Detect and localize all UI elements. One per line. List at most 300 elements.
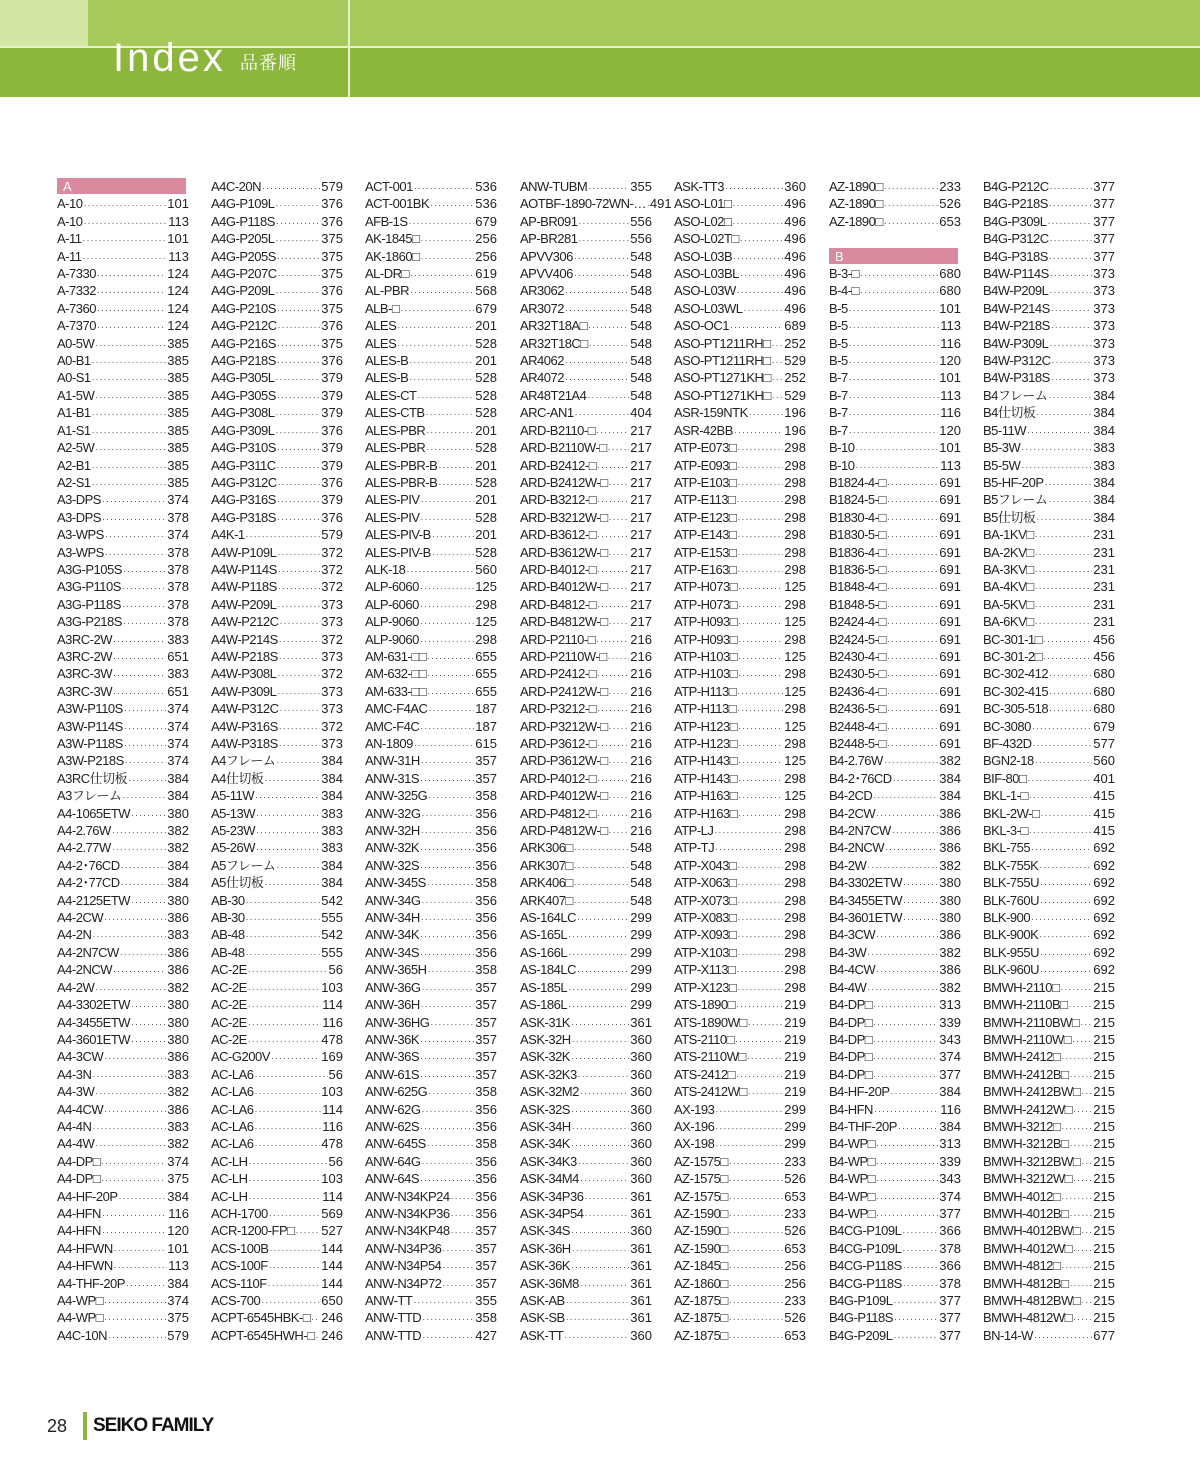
leader-dots [887, 633, 938, 650]
product-code: BIF-80□ [983, 770, 1027, 786]
leader-dots [849, 319, 940, 336]
leader-dots [893, 772, 939, 789]
index-entry [983, 1292, 1115, 1309]
leader-dots [566, 1294, 630, 1311]
product-code: ALES-PBR-B [365, 474, 438, 490]
leader-dots [1035, 598, 1093, 615]
leader-dots [422, 894, 475, 911]
page-ref: 377 [1093, 231, 1115, 247]
product-code: ANW-TTD [365, 1327, 422, 1343]
page-ref: 375 [167, 1310, 189, 1326]
page-ref: 298 [784, 457, 806, 473]
leader-dots [1027, 424, 1092, 441]
index-entry [365, 1309, 497, 1326]
page-ref: 526 [784, 1223, 806, 1239]
leader-dots [101, 1155, 166, 1172]
product-code: ASO-OC1 [674, 318, 730, 334]
index-entry [983, 300, 1115, 317]
page-ref: 536 [475, 179, 497, 194]
index-entry [520, 526, 652, 543]
leader-dots [102, 493, 166, 510]
page-ref: 219 [784, 1031, 806, 1047]
page-ref: 196 [784, 422, 806, 438]
page-ref: 357 [475, 1223, 497, 1239]
index-entry [211, 1205, 343, 1222]
leader-dots [608, 650, 630, 667]
product-code: ANW-36HG [365, 1014, 430, 1030]
product-code: ALES-PIV [365, 509, 420, 525]
page-ref: 653 [939, 213, 961, 229]
index-entry [829, 178, 961, 195]
page-ref: 355 [475, 1293, 497, 1308]
product-code: A4G-P316S [211, 492, 276, 508]
product-code: ANW-34G [365, 892, 421, 908]
index-entry [365, 1135, 497, 1152]
leader-dots [97, 284, 166, 301]
page-ref: 374 [167, 1153, 189, 1169]
product-code: ASO-L02T□ [674, 231, 739, 247]
product-code: ALES-PIV [365, 492, 420, 508]
product-code: B4W-P214S [983, 300, 1050, 316]
product-code: B4G-P209L [829, 1327, 893, 1343]
page-ref: 556 [630, 213, 652, 229]
product-code: A4G-P318S [211, 509, 276, 525]
product-code: ALB-□ [365, 300, 400, 316]
page-ref: 383 [321, 823, 343, 839]
index-entry [983, 1170, 1115, 1187]
page-ref: 361 [630, 1205, 652, 1221]
index-entry [520, 578, 652, 595]
page-ref: 298 [784, 666, 806, 682]
index-entry [365, 996, 497, 1013]
index-entry [211, 631, 343, 648]
page-ref: 577 [1093, 736, 1115, 751]
leader-dots [422, 1329, 474, 1346]
index-entry [57, 979, 189, 996]
product-code: A4-HFWN [57, 1240, 113, 1256]
page-ref: 579 [321, 527, 343, 543]
product-code: ARD-B2110W-□ [520, 440, 607, 456]
leader-dots [574, 250, 629, 267]
leader-dots [131, 807, 166, 824]
index-entry [983, 596, 1115, 613]
leader-dots [420, 841, 474, 858]
leader-dots [278, 319, 321, 336]
index-entry [365, 195, 497, 212]
product-code: A0-S1 [57, 370, 91, 386]
index-entry [829, 752, 961, 769]
page-ref: 677 [1093, 1327, 1115, 1343]
index-entry [211, 335, 343, 352]
product-code: A4-4CW [57, 1101, 104, 1117]
product-code: B2436-4-□ [829, 683, 886, 699]
leader-dots [1049, 197, 1092, 214]
product-code: B5-3W [983, 440, 1021, 456]
leader-dots [574, 876, 630, 893]
index-entry [674, 578, 806, 595]
page-ref: 385 [167, 387, 189, 403]
index-entry [520, 544, 652, 561]
product-code: B4W-P309L [983, 335, 1049, 351]
index-entry [57, 1048, 189, 1065]
page-ref: 372 [321, 631, 343, 647]
page-ref: 379 [321, 405, 343, 421]
product-code: BA-1KV□ [983, 527, 1034, 543]
page-ref: 691 [939, 544, 961, 560]
product-code: ALES-PIV-B [365, 527, 431, 543]
index-entry [674, 526, 806, 543]
page-ref: 379 [321, 457, 343, 473]
product-code: ANW-34K [365, 927, 420, 943]
product-code: ARD-P2110W-□ [520, 648, 607, 664]
index-entry [57, 752, 189, 769]
page-ref: 360 [630, 1171, 652, 1187]
leader-dots [1033, 737, 1093, 754]
index-entry [829, 1066, 961, 1083]
product-code: BLK-755K [983, 857, 1039, 873]
index-entry [829, 491, 961, 508]
product-code: A3G-P105S [57, 561, 122, 577]
product-code: A4-3302ETW [57, 997, 131, 1013]
page-ref: 579 [167, 1327, 189, 1343]
leader-dots [1049, 667, 1092, 684]
index-entry [829, 631, 961, 648]
index-entry [983, 752, 1115, 769]
leader-dots [126, 1277, 166, 1294]
index-entry [520, 1309, 652, 1326]
index-entry [520, 335, 652, 352]
leader-dots [737, 685, 783, 702]
page-ref: 339 [939, 1153, 961, 1169]
leader-dots [277, 546, 320, 563]
index-entry [365, 596, 497, 613]
product-code: ASK-32M2 [520, 1084, 579, 1100]
index-entry [520, 265, 652, 282]
product-code: B4-2N7CW [829, 823, 891, 839]
leader-dots [421, 754, 475, 771]
page-ref: 382 [939, 944, 961, 960]
leader-dots [113, 633, 166, 650]
product-code: ANW-32G [365, 805, 421, 821]
page-ref: 215 [1093, 1118, 1115, 1134]
product-code: ASO-L02□ [674, 213, 732, 229]
index-entry [829, 213, 961, 230]
page-ref: 356 [475, 892, 497, 908]
page-ref: 298 [784, 701, 806, 717]
product-code: AS-165L [520, 927, 568, 943]
page-ref: 376 [321, 474, 343, 490]
index-entry [57, 282, 189, 299]
page-ref: 113 [168, 248, 189, 264]
product-code: A1-5W [57, 387, 95, 403]
index-entry [983, 700, 1115, 717]
page-ref: 216 [630, 753, 652, 769]
leader-dots [1051, 319, 1093, 336]
page-ref: 384 [1093, 509, 1115, 525]
leader-dots [97, 319, 166, 336]
product-code: A4-3W [57, 1084, 95, 1100]
product-code: ATP-H103□ [674, 648, 738, 664]
page-ref: 378 [167, 596, 189, 612]
product-code: A4-4N [57, 1118, 92, 1134]
leader-dots [849, 337, 940, 354]
page-ref: 385 [167, 405, 189, 421]
leader-dots [574, 267, 629, 284]
index-entry [983, 1135, 1115, 1152]
page-ref: 125 [784, 753, 806, 769]
page-ref: 373 [321, 596, 343, 612]
leader-dots [432, 546, 474, 563]
page-ref: 298 [784, 979, 806, 995]
index-entry [57, 248, 189, 265]
product-code: AZ-1590□ [674, 1205, 728, 1221]
page-ref: 376 [321, 318, 343, 334]
page-ref: 692 [1093, 875, 1115, 891]
index-entry [983, 648, 1115, 665]
index-entry [674, 369, 806, 386]
leader-dots [277, 441, 320, 458]
leader-dots [279, 633, 321, 650]
product-code: ARD-B2110-□ [520, 422, 596, 438]
product-code: ACT-001BK [365, 196, 430, 212]
leader-dots [1040, 894, 1092, 911]
index-entry [983, 1153, 1115, 1170]
product-code: ATP-H073□ [674, 596, 738, 612]
page-ref: 415 [1093, 823, 1115, 839]
index-entry [674, 282, 806, 299]
page-ref: 356 [475, 840, 497, 856]
leader-dots [278, 267, 321, 284]
page-ref: 219 [784, 1014, 806, 1030]
page-ref: 298 [475, 596, 497, 612]
product-code: AR32T18C□ [520, 335, 588, 351]
page-ref: 219 [784, 1049, 806, 1065]
index-entry [211, 1188, 343, 1205]
page-ref: 384 [167, 788, 189, 804]
page-ref: 361 [630, 1293, 652, 1308]
leader-dots [738, 598, 783, 615]
product-code: BMWH-4812W□ [983, 1310, 1073, 1326]
index-entry [57, 1222, 189, 1239]
product-code: AC-G200V [211, 1049, 270, 1065]
index-entry [211, 265, 343, 282]
page-ref: 679 [1093, 718, 1115, 734]
leader-dots [902, 1242, 938, 1259]
product-code: B-5 [829, 335, 848, 351]
leader-dots [738, 772, 783, 789]
leader-dots [729, 1207, 784, 1224]
index-entry [365, 613, 497, 630]
leader-dots [589, 337, 630, 354]
section-bar [829, 248, 958, 264]
index-entry [211, 1031, 343, 1048]
product-code: BKL-2W-□ [983, 805, 1040, 821]
leader-dots [903, 1277, 939, 1294]
leader-dots [1032, 720, 1092, 737]
index-entry [211, 1327, 343, 1344]
index-entry [829, 805, 961, 822]
product-code: A3-WPS [57, 527, 104, 543]
product-code: ANW-345S [365, 875, 426, 891]
product-code: B2424-4-□ [829, 614, 886, 630]
page-ref: 401 [1093, 770, 1115, 786]
index-entry [829, 1014, 961, 1031]
page-ref: 217 [630, 561, 652, 577]
leader-dots [873, 789, 938, 806]
index-entry [211, 787, 343, 804]
index-entry [57, 718, 189, 735]
product-code: AP-BR091 [520, 213, 578, 229]
index-column-3 [365, 178, 497, 1344]
product-code: ARD-P3212W-□ [520, 718, 608, 734]
leader-dots [277, 337, 320, 354]
index-entry [365, 1083, 497, 1100]
leader-dots [279, 650, 321, 667]
leader-dots [427, 1137, 475, 1154]
leader-dots [97, 267, 166, 284]
index-entry [211, 1135, 343, 1152]
index-entry [983, 578, 1115, 595]
product-code: AB-30 [211, 892, 245, 908]
index-entry [674, 1048, 806, 1065]
page-ref: 357 [475, 979, 497, 995]
index-entry [520, 718, 652, 735]
page-ref: 692 [1093, 892, 1115, 908]
product-code: ASK-34K [520, 1136, 570, 1152]
leader-dots [729, 1311, 784, 1328]
product-code: AS-166L [520, 944, 568, 960]
product-code: B4G-P212C [983, 179, 1049, 194]
product-code: ARD-B3612W-□ [520, 544, 608, 560]
index-entry [57, 631, 189, 648]
leader-dots [1035, 580, 1093, 597]
index-entry [520, 404, 652, 421]
leader-dots [572, 1242, 630, 1259]
page-ref: 356 [475, 910, 497, 926]
page-ref: 377 [939, 1066, 961, 1082]
page-ref: 116 [940, 405, 961, 421]
index-entry [674, 457, 806, 474]
page-ref: 579 [321, 179, 343, 194]
index-entry [829, 892, 961, 909]
page-ref: 615 [475, 736, 497, 751]
product-code: B4-3302ETW [829, 875, 903, 891]
product-code: BMWH-2110B□ [983, 997, 1068, 1013]
product-code: A4G-P305L [211, 370, 275, 386]
page-ref: 215 [1093, 1223, 1115, 1239]
index-entry [983, 1083, 1115, 1100]
product-code: A4W-P209L [211, 596, 277, 612]
product-code: AN-1809 [365, 736, 413, 751]
leader-dots [131, 894, 166, 911]
leader-dots [732, 197, 783, 214]
leader-dots [1072, 1033, 1092, 1050]
product-code: ACS-100B [211, 1240, 269, 1256]
index-entry [211, 909, 343, 926]
product-code: ATP-X113□ [674, 962, 736, 978]
index-entry [365, 1118, 497, 1135]
leader-dots [729, 1242, 784, 1259]
index-entry [520, 474, 652, 491]
leader-dots [876, 963, 938, 980]
product-code: ACS-100F [211, 1258, 268, 1274]
product-code: B4-DP□ [829, 1014, 873, 1030]
leader-dots [574, 841, 630, 858]
product-code: B2448-4-□ [829, 718, 886, 734]
index-entry [57, 1101, 189, 1118]
index-entry [211, 926, 343, 943]
product-code: A5-23W [211, 823, 255, 839]
index-entry [365, 631, 497, 648]
page-ref: 201 [475, 457, 497, 473]
leader-dots [397, 319, 474, 336]
index-entry [674, 474, 806, 491]
page-ref: 384 [321, 788, 343, 804]
index-entry [829, 700, 961, 717]
page-ref: 216 [630, 701, 652, 717]
leader-dots [124, 737, 166, 754]
leader-dots [729, 1329, 784, 1346]
index-entry [57, 544, 189, 561]
index-entry [674, 1083, 806, 1100]
product-code: ALP-6060 [365, 596, 419, 612]
page-ref: 386 [167, 962, 189, 978]
product-code: ANW-N34P36 [365, 1240, 442, 1256]
page-ref: 528 [475, 387, 497, 403]
leader-dots [275, 232, 320, 249]
page-ref: 298 [784, 962, 806, 978]
product-code: A4-2.76W [57, 823, 111, 839]
page-ref: 357 [475, 1014, 497, 1030]
index-entry [57, 509, 189, 526]
index-entry [983, 369, 1115, 386]
product-code: B4G-P312C [983, 231, 1049, 247]
product-code: BMWH-3212B□ [983, 1136, 1069, 1152]
product-code: A4G-P205L [211, 231, 275, 247]
page-ref: 691 [939, 474, 961, 490]
leader-dots [131, 998, 166, 1015]
product-code: BMWH-4012W□ [983, 1240, 1073, 1256]
leader-dots [1045, 476, 1093, 493]
page-ref: 380 [167, 1014, 189, 1030]
index-entry [829, 282, 961, 299]
index-entry [57, 683, 189, 700]
leader-dots [420, 580, 474, 597]
index-entry [674, 317, 806, 334]
index-entry [674, 648, 806, 665]
leader-dots [277, 459, 321, 476]
index-entry [829, 874, 961, 891]
leader-dots [1039, 928, 1092, 945]
leader-dots [891, 1085, 939, 1102]
product-code: ASK-34M4 [520, 1171, 579, 1187]
page-ref: 380 [939, 892, 961, 908]
product-code: B4-WP□ [829, 1171, 876, 1187]
product-code: ATP-H113□ [674, 701, 737, 717]
section-header [829, 248, 961, 265]
page-ref: 383 [1093, 457, 1115, 473]
page-ref: 187 [475, 701, 497, 717]
leader-dots [428, 963, 475, 980]
product-code: A3W-P110S [57, 701, 123, 717]
leader-dots [729, 1172, 784, 1189]
leader-dots [902, 1224, 938, 1241]
index-entry [983, 944, 1115, 961]
product-code: B5-HF-20P [983, 474, 1044, 490]
page-ref: 217 [630, 422, 652, 438]
page-ref: 343 [939, 1031, 961, 1047]
product-code: A3W-P218S [57, 753, 124, 769]
